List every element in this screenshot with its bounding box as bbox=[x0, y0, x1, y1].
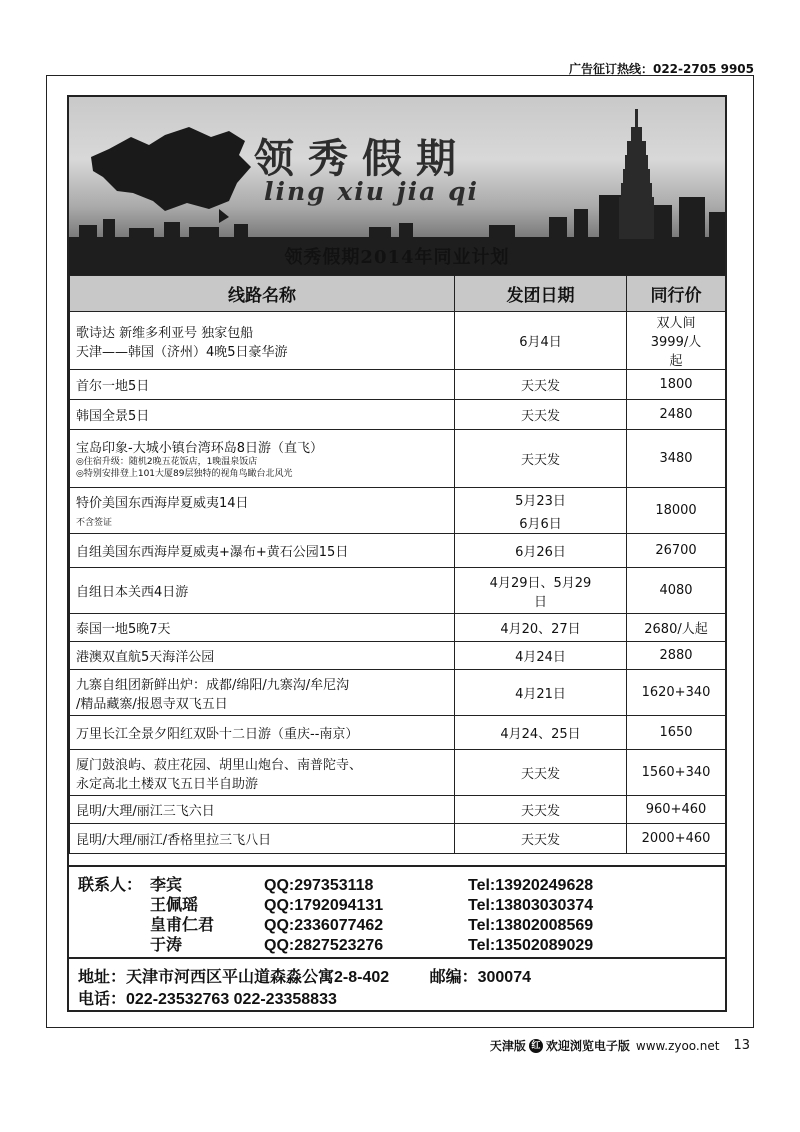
website-link[interactable]: www.zyoo.net bbox=[635, 1038, 720, 1053]
route-line: 九寨自组团新鲜出炉：成都/绵阳/九寨沟/牟尼沟 bbox=[76, 677, 350, 693]
contact-name: 皇甫仁君 bbox=[150, 917, 215, 934]
contacts-label: 联系人： bbox=[78, 877, 143, 894]
departure-date: 4月24、25日 bbox=[455, 716, 627, 750]
col-header-route: 线路名称 bbox=[70, 276, 455, 312]
departure-date bbox=[455, 568, 627, 614]
route-note: ◎特别安排登上101大厦89层独特的视角鸟瞰台北风光 bbox=[76, 469, 293, 479]
departure-date: 天天发 bbox=[455, 796, 627, 824]
red-logo-icon: 红 bbox=[529, 1039, 543, 1053]
phone-text: 电话：022-23532763 022-23358833 bbox=[78, 991, 337, 1008]
col-header-date: 发团日期 bbox=[455, 276, 627, 312]
col-header-price: 同行价 bbox=[627, 276, 726, 312]
departure-date: 天天发 bbox=[455, 824, 627, 854]
price: 2000+460 bbox=[627, 824, 726, 854]
route-line: /精品藏寨/报恩寺双飞五日 bbox=[76, 696, 228, 712]
table-header-row bbox=[70, 276, 726, 312]
departure-date: 4月21日 bbox=[455, 670, 627, 716]
table-row bbox=[70, 642, 726, 670]
page-footer bbox=[490, 1037, 750, 1054]
contact-qq: QQ:2827523276 bbox=[264, 937, 384, 954]
route-name bbox=[70, 488, 455, 534]
price: 2680/人起 bbox=[627, 614, 726, 642]
table-row bbox=[70, 400, 726, 430]
contact-name: 王佩瑶 bbox=[150, 897, 199, 914]
brand-pinyin: ling xiu jia qi bbox=[264, 177, 480, 206]
table-row bbox=[70, 670, 726, 716]
route-line: 宝岛印象-大城小镇台湾环岛8日游（直飞） bbox=[76, 441, 323, 456]
route-note: 不含签证 bbox=[76, 518, 113, 528]
table-row bbox=[70, 796, 726, 824]
table-row bbox=[70, 716, 726, 750]
route-name: 韩国全景5日 bbox=[70, 400, 455, 430]
route-line: 永定高北土楼双飞五日半自助游 bbox=[76, 776, 259, 792]
travel-ad bbox=[67, 95, 727, 1012]
contact-tel: Tel:13803030374 bbox=[468, 897, 594, 914]
price-line: 3999/人 bbox=[650, 335, 702, 350]
departure-date: 天天发 bbox=[455, 400, 627, 430]
route-line: 歌诗达 新维多利亚号 独家包船 bbox=[76, 325, 254, 341]
table-row bbox=[70, 312, 726, 370]
date-line: 5月23日 bbox=[515, 493, 566, 509]
price: 1560+340 bbox=[627, 750, 726, 796]
departure-date: 天天发 bbox=[455, 430, 627, 488]
route-name: 自组美国东西海岸夏威夷+瀑布+黄石公园15日 bbox=[70, 534, 455, 568]
edition-label: 天津版 bbox=[489, 1039, 526, 1053]
contact-tel: Tel:13502089029 bbox=[468, 937, 594, 954]
skyscraper-tower bbox=[619, 109, 654, 239]
contact-qq: QQ:2336077462 bbox=[264, 917, 384, 934]
ad-hotline: 广告征订热线：022-2705 9905 bbox=[568, 62, 754, 76]
table-row bbox=[70, 430, 726, 488]
china-map-silhouette bbox=[91, 127, 251, 211]
price: 26700 bbox=[627, 534, 726, 568]
postcode: 邮编：300074 bbox=[429, 969, 532, 986]
price: 18000 bbox=[627, 488, 726, 534]
page-number: 13 bbox=[733, 1038, 750, 1053]
route-note: ◎住宿升级：随机2晚五花饭店，1晚温泉饭店 bbox=[76, 457, 258, 467]
route-name bbox=[70, 670, 455, 716]
table-row bbox=[70, 614, 726, 642]
price-line: 起 bbox=[669, 354, 683, 369]
departure-date: 天天发 bbox=[455, 750, 627, 796]
route-line: 厦门鼓浪屿、菽庄花园、胡里山炮台、南普陀寺、 bbox=[76, 757, 363, 773]
route-line: 特价美国东西海岸夏威夷14日 bbox=[76, 496, 249, 511]
table-row bbox=[70, 488, 726, 534]
footer-slogan: 欢迎浏览电子版 bbox=[545, 1039, 630, 1053]
brand-name: 领秀假期 bbox=[254, 135, 470, 182]
departure-date bbox=[455, 488, 627, 534]
banner bbox=[69, 97, 725, 275]
route-name bbox=[70, 750, 455, 796]
price bbox=[627, 312, 726, 370]
address-text: 地址：天津市河西区平山道森淼公寓2-8-402 bbox=[78, 969, 390, 986]
price: 1800 bbox=[627, 370, 726, 400]
table-row bbox=[70, 568, 726, 614]
price: 2480 bbox=[627, 400, 726, 430]
address-row bbox=[78, 967, 718, 989]
price: 1650 bbox=[627, 716, 726, 750]
route-name: 昆明/大理/丽江/香格里拉三飞八日 bbox=[70, 824, 455, 854]
contact-qq: QQ:297353118 bbox=[264, 877, 374, 894]
plan-title: 领秀假期2014年同业计划 bbox=[284, 247, 510, 268]
route-name: 昆明/大理/丽江三飞六日 bbox=[70, 796, 455, 824]
contacts-block bbox=[69, 865, 725, 959]
price: 4080 bbox=[627, 568, 726, 614]
contact-name: 于涛 bbox=[150, 937, 183, 954]
route-name: 首尔一地5日 bbox=[70, 370, 455, 400]
departure-date: 4月20、27日 bbox=[455, 614, 627, 642]
route-name: 泰国一地5晚7天 bbox=[70, 614, 455, 642]
table-row bbox=[70, 750, 726, 796]
table-row bbox=[70, 370, 726, 400]
price-line: 双人间 bbox=[656, 316, 696, 331]
route-line: 天津——韩国（济州）4晚5日豪华游 bbox=[76, 344, 288, 360]
contact-qq: QQ:1792094131 bbox=[264, 897, 384, 914]
date-line: 6月6日 bbox=[519, 516, 562, 532]
route-name: 万里长江全景夕阳红双卧十二日游（重庆--南京） bbox=[70, 716, 455, 750]
route-name: 自组日本关西4日游 bbox=[70, 568, 455, 614]
departure-date bbox=[455, 312, 627, 370]
route-name bbox=[70, 430, 455, 488]
departure-date: 6月26日 bbox=[455, 534, 627, 568]
contact-tel: Tel:13802008569 bbox=[468, 917, 594, 934]
departure-date: 4月24日 bbox=[455, 642, 627, 670]
price: 1620+340 bbox=[627, 670, 726, 716]
route-name: 港澳双直航5天海洋公园 bbox=[70, 642, 455, 670]
price: 2880 bbox=[627, 642, 726, 670]
price: 960+460 bbox=[627, 796, 726, 824]
contact-name: 李宾 bbox=[150, 877, 183, 894]
route-name bbox=[70, 312, 455, 370]
contact-tel: Tel:13920249628 bbox=[468, 877, 594, 894]
table-row bbox=[70, 534, 726, 568]
date-line: 6月4日 bbox=[519, 335, 562, 350]
table-row bbox=[70, 824, 726, 854]
date-line: 4月29日、5月29 bbox=[489, 575, 592, 591]
price: 3480 bbox=[627, 430, 726, 488]
date-line: 日 bbox=[533, 594, 547, 610]
departure-date: 天天发 bbox=[455, 370, 627, 400]
address-block bbox=[78, 967, 718, 1011]
routes-table bbox=[69, 275, 726, 854]
